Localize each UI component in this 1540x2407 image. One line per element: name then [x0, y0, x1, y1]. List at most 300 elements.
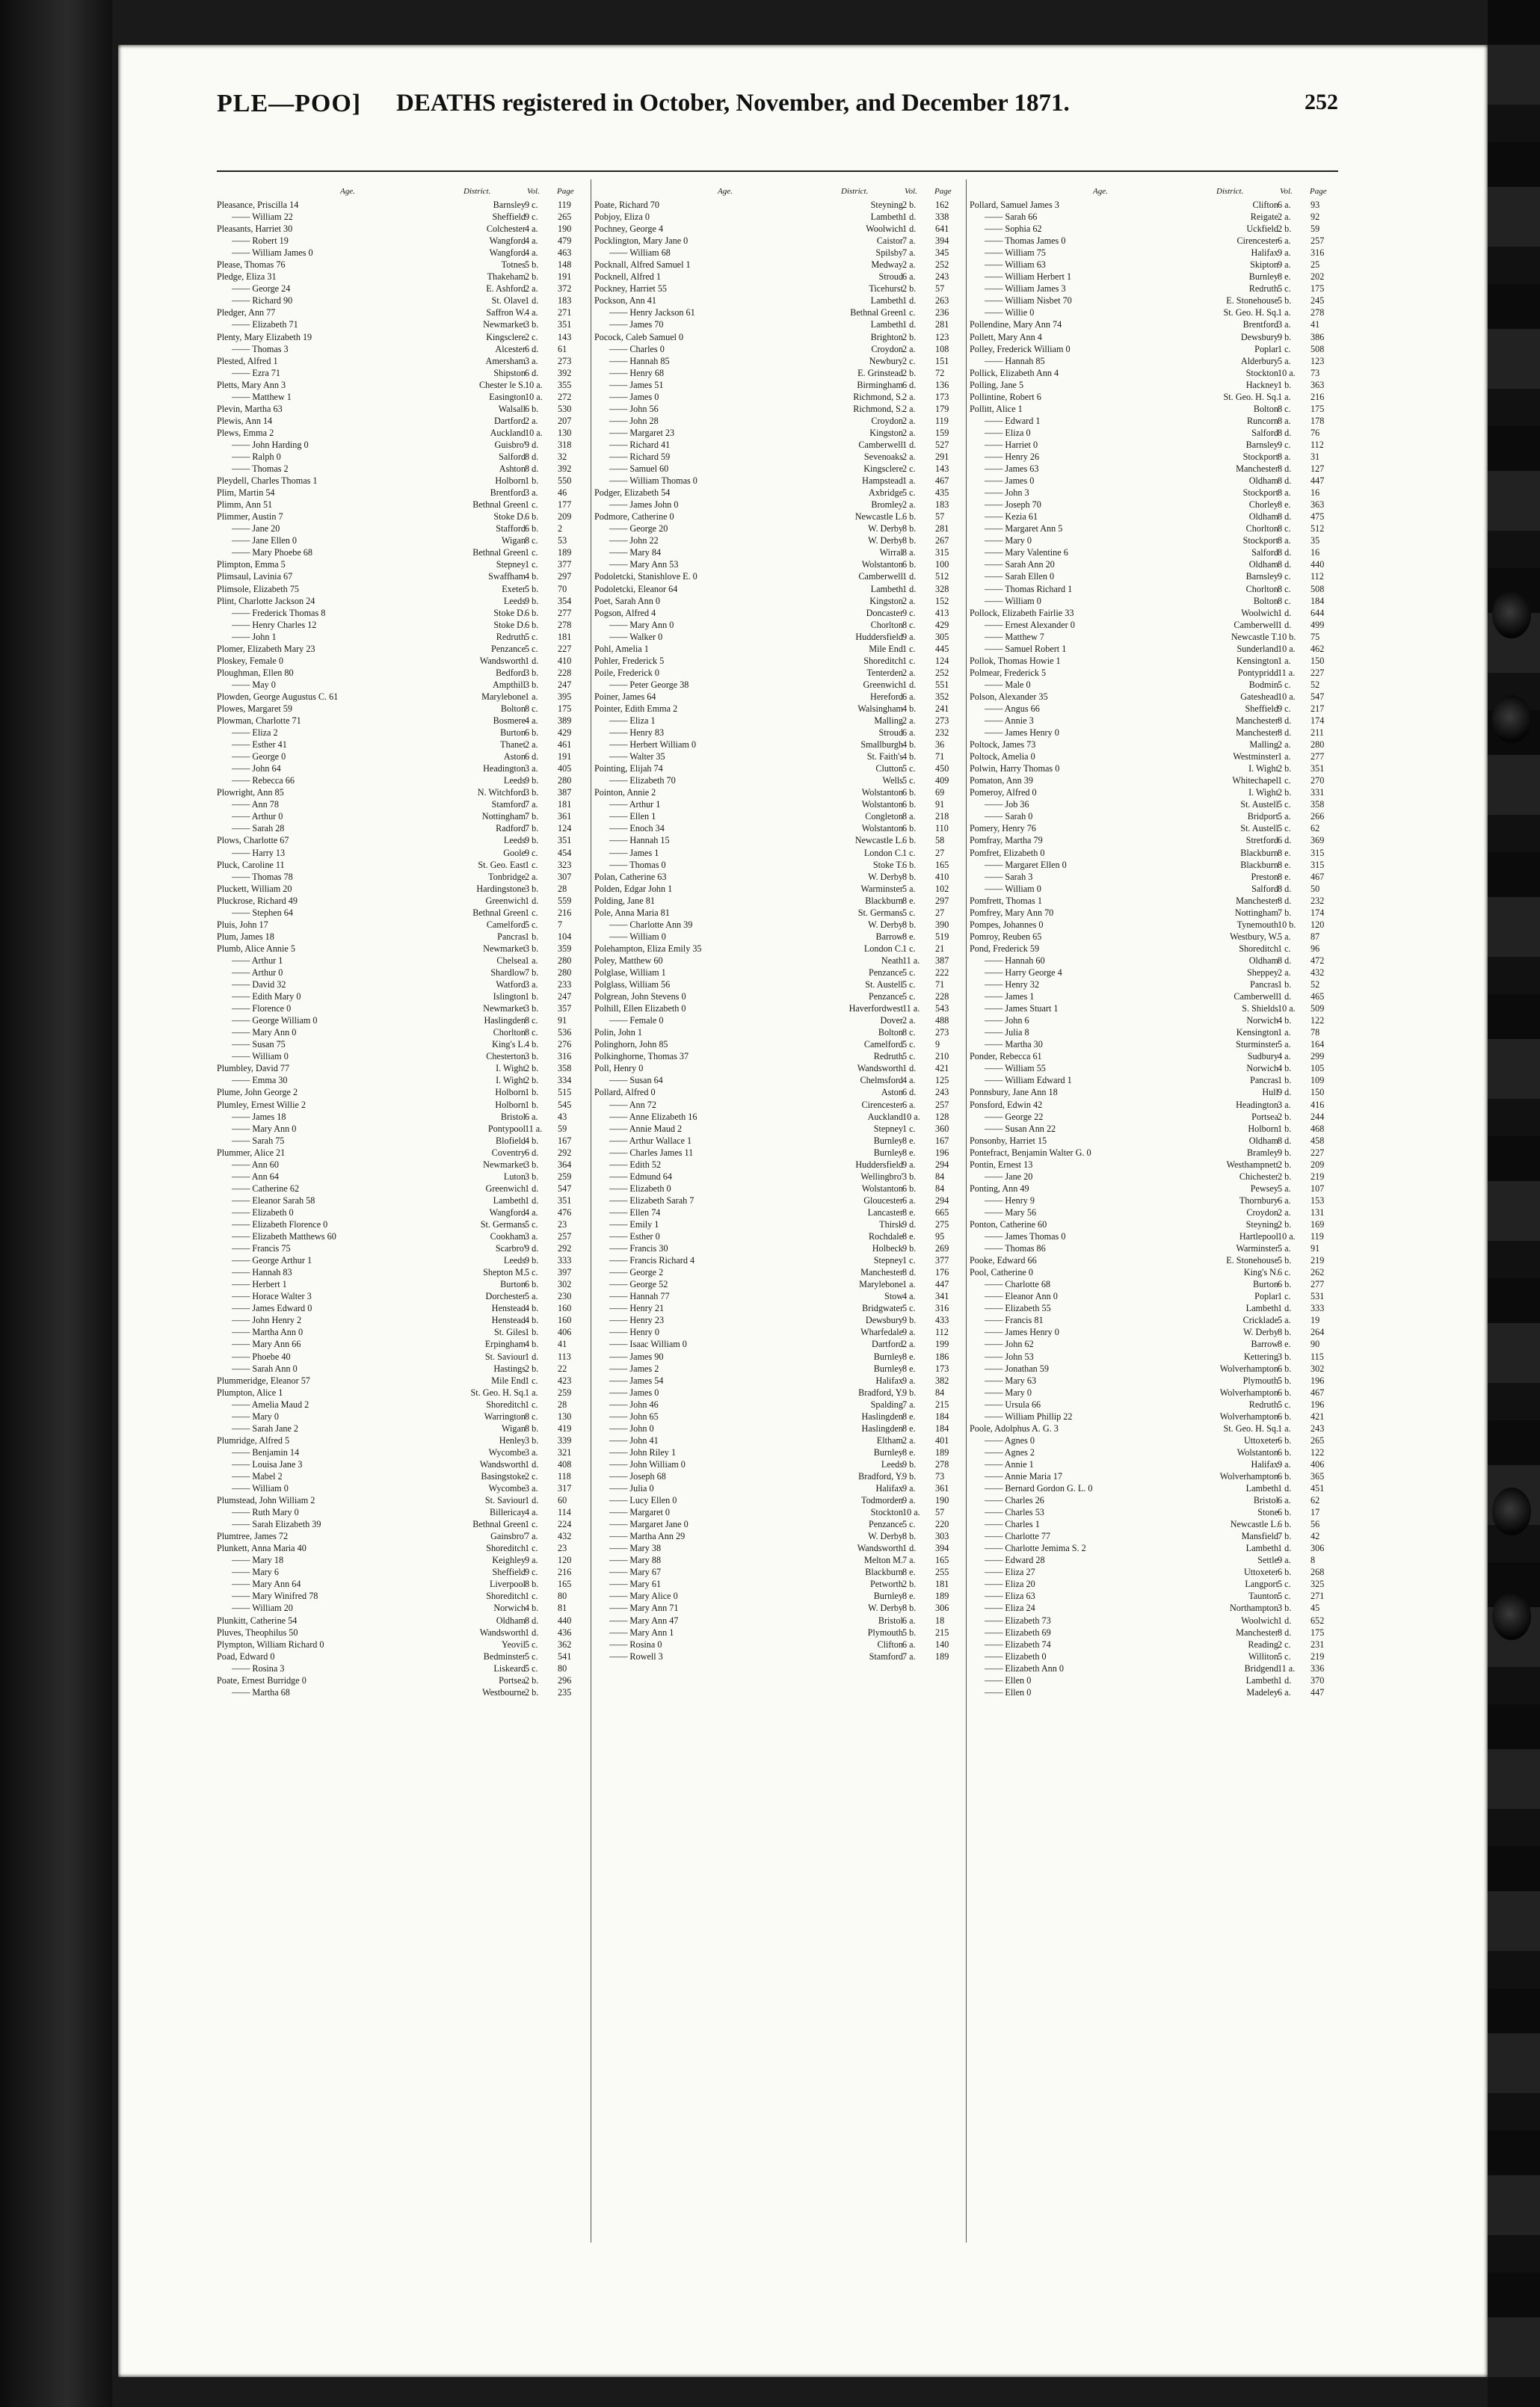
entry-district: Warrington: [484, 1411, 526, 1422]
register-entry: [970, 1242, 1340, 1254]
entry-page: 105: [1310, 1063, 1325, 1074]
entry-page: 278: [935, 1458, 949, 1470]
entry-volume: 3 a.: [1278, 1099, 1291, 1110]
register-entry: [594, 1314, 964, 1326]
entry-volume: 5 c.: [1278, 823, 1291, 834]
register-entry: [217, 943, 587, 955]
register-entry: [970, 1399, 1340, 1411]
entry-district: Aston: [503, 751, 526, 762]
entry-name: —— Charlotte 77: [985, 1531, 1051, 1542]
entry-page: 27: [935, 907, 945, 918]
entry-name: Plomer, Elizabeth Mary 23: [217, 643, 315, 654]
entry-volume: 5 c.: [902, 1519, 916, 1530]
entry-page: 316: [558, 1051, 572, 1062]
register-entry: [970, 1135, 1340, 1147]
entry-page: 164: [1310, 1039, 1325, 1050]
entry-district: Stow: [884, 1291, 903, 1302]
register-entry: [594, 1014, 964, 1026]
entry-page: 273: [558, 355, 572, 366]
entry-district: Sheffield: [1245, 703, 1278, 714]
entry-volume: 5 b.: [1278, 1255, 1292, 1266]
register-entry: [594, 1050, 964, 1062]
entry-volume: 6 a.: [1278, 200, 1291, 210]
entry-page: 408: [558, 1458, 572, 1470]
entry-name: —— Arthur 0: [232, 811, 283, 822]
entry-name: —— Elizabeth 55: [985, 1303, 1051, 1314]
entry-name: —— Mary 38: [609, 1543, 662, 1554]
register-entry: [217, 822, 587, 834]
entry-district: Brighton: [870, 331, 903, 342]
entry-name: Ploughman, Ellen 80: [217, 667, 294, 678]
entry-page: 292: [558, 1243, 572, 1254]
entry-district: St. Geo. H. Sq.: [470, 1387, 526, 1398]
entry-district: Greenwich: [485, 895, 526, 906]
entry-volume: 2 b.: [902, 331, 917, 342]
entry-page: 131: [1310, 1206, 1325, 1218]
entry-page: 315: [1310, 859, 1325, 870]
entry-district: Blackburn: [1240, 859, 1278, 870]
entry-page: 362: [558, 1639, 572, 1650]
register-entry: [970, 415, 1340, 427]
entry-page: 512: [1310, 523, 1325, 534]
entry-name: —— Isaac William 0: [609, 1339, 687, 1350]
entry-name: —— Rebecca 66: [232, 775, 295, 786]
entry-volume: 9 a.: [902, 1159, 916, 1170]
entry-district: Stoke D.: [493, 619, 526, 630]
entry-name: Pointon, Annie 2: [594, 787, 656, 798]
entry-district: Todmorden: [860, 1495, 903, 1506]
entry-page: 217: [1310, 703, 1325, 714]
entry-district: Pontypridd: [1237, 667, 1278, 678]
register-entry: [970, 1578, 1340, 1590]
entry-district: Redruth: [496, 631, 526, 642]
entry-page: 22: [558, 1363, 567, 1374]
entry-volume: 6 b.: [1278, 1519, 1292, 1530]
entry-name: —— Sarah Ann 0: [232, 1363, 298, 1374]
entry-name: —— Mary Ann 64: [232, 1579, 301, 1590]
entry-district: Oldham: [1248, 1135, 1278, 1146]
entry-page: 257: [935, 1099, 949, 1110]
entry-page: 559: [558, 895, 572, 906]
entry-name: Plint, Charlotte Jackson 24: [217, 595, 315, 606]
entry-district: Lambeth: [1245, 1483, 1278, 1494]
entry-district: Billericay: [489, 1507, 526, 1518]
register-entry: [970, 1026, 1340, 1038]
entry-volume: 8 d.: [1278, 463, 1292, 475]
entry-name: —— James Stuart 1: [985, 1003, 1059, 1014]
entry-name: —— Thomas Richard 1: [985, 583, 1073, 594]
entry-name: —— Hannah 83: [232, 1267, 292, 1278]
entry-volume: 8 e.: [1278, 847, 1291, 858]
entry-volume: 1 d.: [902, 439, 917, 450]
entry-district: Henley: [499, 1434, 526, 1446]
column-heading: [970, 185, 1340, 199]
entry-name: —— Annie Maria 17: [985, 1470, 1062, 1482]
entry-page: 264: [1310, 1327, 1325, 1338]
entry-page: 508: [1310, 583, 1325, 594]
register-entry: [970, 739, 1340, 751]
entry-page: 377: [558, 559, 572, 570]
entry-district: Guisbro': [494, 439, 526, 450]
entry-name: —— Matthew 1: [232, 391, 292, 402]
entry-volume: 5 c.: [902, 775, 916, 786]
entry-page: 406: [1310, 1458, 1325, 1470]
register-entry: [970, 1050, 1340, 1062]
entry-page: 323: [558, 859, 572, 870]
entry-name: —— Henry 26: [985, 451, 1040, 462]
entry-volume: 7 a.: [902, 1651, 916, 1662]
entry-volume: 4 a.: [525, 235, 538, 247]
register-entry: [594, 895, 964, 907]
entry-district: Easington: [489, 391, 526, 402]
register-entry: [970, 1062, 1340, 1074]
entry-volume: 4 a.: [525, 1507, 538, 1518]
entry-volume: 9 a.: [1278, 259, 1291, 271]
entry-volume: 1 c.: [525, 1519, 538, 1530]
entry-volume: 6 b.: [902, 511, 917, 523]
entry-volume: 1 b.: [1278, 1075, 1292, 1086]
register-entry: [217, 1195, 587, 1206]
entry-name: —— Mary 0: [232, 1411, 279, 1422]
register-entry: [594, 1074, 964, 1086]
entry-page: 167: [558, 1135, 572, 1146]
entry-page: 7: [558, 919, 563, 930]
entry-page: 281: [935, 523, 949, 534]
entry-district: Hull: [1262, 1087, 1278, 1098]
entry-name: —— Sophia 62: [985, 224, 1042, 235]
register-entry: [594, 570, 964, 582]
entry-district: Chorlton: [1245, 583, 1278, 594]
entry-district: Croydon: [871, 343, 903, 354]
entry-volume: 8 e.: [902, 1351, 916, 1362]
entry-volume: 3 b.: [525, 1051, 539, 1062]
entry-volume: 8 a.: [1278, 487, 1291, 499]
register-entry: [594, 1099, 964, 1111]
entry-page: 401: [935, 1434, 949, 1446]
register-entry: [594, 1482, 964, 1494]
scan-left-edge: [0, 0, 112, 2407]
entry-volume: 1 a.: [525, 691, 538, 702]
entry-page: 199: [935, 1339, 949, 1350]
entry-district: Shoreditch: [486, 1543, 526, 1554]
entry-name: Polkinghorne, Thomas 37: [594, 1051, 689, 1062]
entry-volume: 2 a.: [902, 1339, 916, 1350]
register-entry: [594, 1206, 964, 1218]
entry-name: —— Richard 90: [232, 295, 293, 306]
entry-district: Uttoxeter: [1243, 1434, 1278, 1446]
entry-name: —— William 20: [232, 1603, 293, 1614]
entry-name: Plews, Emma 2: [217, 427, 274, 438]
entry-page: 509: [1310, 1003, 1325, 1014]
entry-district: Nottingham: [1234, 907, 1278, 918]
entry-name: —— Julia 0: [609, 1483, 654, 1494]
register-entry: [594, 810, 964, 822]
entry-name: —— Charles 1: [985, 1519, 1040, 1530]
entry-district: Malling: [1249, 739, 1278, 751]
entry-page: 345: [935, 247, 949, 259]
entry-name: —— Mary Ann 71: [609, 1603, 679, 1614]
entry-volume: 2 a.: [902, 403, 916, 414]
entry-district: Holbeck: [872, 1243, 903, 1254]
entry-page: 84: [935, 1183, 945, 1194]
entry-district: Lambeth: [1245, 1303, 1278, 1314]
entry-name: —— Francis Richard 4: [609, 1255, 695, 1266]
register-entry: [594, 415, 964, 427]
entry-district: Uttoxeter: [1243, 1567, 1278, 1578]
entry-page: 57: [935, 511, 945, 523]
entry-volume: 5 c.: [902, 763, 916, 774]
entry-name: —— Sarah 28: [232, 823, 285, 834]
entry-name: Plumstead, John William 2: [217, 1495, 315, 1506]
entry-district: Erpingham: [484, 1339, 526, 1350]
entry-district: Lambeth: [493, 1195, 526, 1206]
entry-page: 91: [935, 799, 945, 810]
entry-volume: 8 b.: [902, 523, 917, 534]
entry-name: —— Mary 88: [609, 1555, 662, 1566]
entry-name: Pluis, John 17: [217, 919, 268, 930]
entry-district: Wolverhampton: [1219, 1363, 1278, 1374]
entry-district: Williton: [1248, 1651, 1278, 1662]
entry-name: —— John William 0: [609, 1458, 686, 1470]
register-entry: [217, 295, 587, 306]
entry-name: Pleydell, Charles Thomas 1: [217, 475, 318, 487]
entry-volume: 8 a.: [902, 547, 916, 558]
entry-district: Mansfield: [1241, 1531, 1278, 1542]
register-entry: [594, 751, 964, 762]
entry-district: Tenterden: [866, 667, 903, 678]
entry-name: —— William Edward 1: [985, 1075, 1072, 1086]
entry-volume: 8 e.: [902, 1147, 916, 1158]
entry-volume: 5 b.: [902, 1627, 917, 1638]
entry-name: Pole, Anna Maria 81: [594, 907, 670, 918]
entry-volume: 2 a.: [902, 667, 916, 678]
register-entry: [217, 1302, 587, 1314]
entry-page: 119: [1310, 1231, 1324, 1242]
register-entry: [217, 798, 587, 810]
entry-volume: 8 c.: [1278, 595, 1291, 606]
entry-page: 181: [558, 631, 572, 642]
entry-name: —— James 1: [609, 847, 659, 858]
register-entry: [217, 570, 587, 582]
entry-district: Blofield: [496, 1135, 526, 1146]
entry-page: 252: [935, 667, 949, 678]
register-entry: [970, 1183, 1340, 1195]
entry-name: Plimpton, Emma 5: [217, 559, 286, 570]
entry-page: 59: [1310, 224, 1320, 235]
entry-page: 160: [558, 1303, 572, 1314]
register-entry: [970, 1147, 1340, 1159]
register-entry: [217, 607, 587, 619]
entry-volume: 8 d.: [525, 463, 539, 475]
entry-page: 235: [558, 1686, 572, 1698]
entry-name: Plevin, Martha 63: [217, 403, 283, 414]
entry-volume: 6 d.: [1278, 835, 1292, 846]
entry-volume: 2 a.: [1278, 967, 1291, 978]
entry-district: Redruth: [1248, 1399, 1278, 1410]
register-entry: [217, 318, 587, 330]
register-entry: [217, 306, 587, 318]
register-entry: [217, 1470, 587, 1482]
register-entry: [217, 211, 587, 223]
register-entry: [217, 223, 587, 235]
entry-volume: 2 a.: [902, 595, 916, 606]
entry-volume: 4 b.: [902, 751, 917, 762]
entry-page: 259: [558, 1171, 572, 1182]
entry-name: —— Sarah 75: [232, 1135, 285, 1146]
entry-district: Brentford: [1242, 319, 1278, 330]
entry-name: Pocock, Caleb Samuel 0: [594, 331, 684, 342]
entry-district: Newcastle L.: [854, 511, 903, 523]
entry-volume: 9 a.: [902, 631, 916, 642]
entry-name: —— Edward 28: [985, 1555, 1045, 1566]
entry-district: Wolverhampton: [1219, 1387, 1278, 1398]
entry-name: —— Rosina 0: [609, 1639, 662, 1650]
register-entry: [594, 487, 964, 499]
entry-district: Penzance: [868, 967, 903, 978]
entry-district: Kingston: [869, 427, 903, 438]
entry-district: Liverpool: [489, 1579, 526, 1590]
entry-volume: 9 a.: [902, 1327, 916, 1338]
entry-district: Sheppey: [1247, 967, 1278, 978]
entry-page: 247: [558, 991, 572, 1002]
entry-district: Camberwell: [1233, 619, 1278, 630]
entry-district: E. Stonehouse: [1226, 1255, 1278, 1266]
entry-name: —— Eliza 27: [985, 1567, 1035, 1578]
district-heading: District.: [463, 187, 491, 196]
entry-page: 32: [558, 451, 567, 462]
entry-name: Pompes, Johannes 0: [970, 919, 1044, 930]
entry-volume: 1 c.: [525, 1399, 538, 1410]
entry-name: Plimmer, Austin 7: [217, 511, 283, 523]
entry-volume: 3 b.: [525, 1171, 539, 1182]
entry-name: —— Jane 20: [232, 523, 280, 534]
entry-volume: 9 a.: [1278, 1458, 1291, 1470]
entry-page: 211: [1310, 727, 1324, 739]
entry-volume: 1 d.: [525, 1458, 539, 1470]
entry-page: 57: [935, 283, 945, 295]
entry-volume: 8 e.: [902, 1423, 916, 1434]
entry-volume: 2 b.: [1278, 1111, 1292, 1122]
entry-name: —— William 0: [985, 883, 1041, 894]
entry-district: Newcastle L.: [854, 835, 903, 846]
entry-district: Bolton: [1253, 595, 1278, 606]
entry-page: 354: [558, 595, 572, 606]
register-entry: [594, 739, 964, 751]
entry-district: Caistor: [876, 235, 903, 247]
entry-name: —— Ursula 66: [985, 1399, 1041, 1410]
entry-name: —— Martha Ann 29: [609, 1531, 686, 1542]
register-entry: [594, 1147, 964, 1159]
entry-volume: 3 a.: [525, 487, 538, 499]
entry-name: —— Ann 60: [232, 1159, 279, 1170]
entry-page: 551: [935, 679, 949, 690]
entry-page: 306: [935, 1603, 949, 1614]
entry-name: —— Angus 66: [985, 703, 1040, 714]
register-entry: [594, 703, 964, 715]
entry-name: —— Julia 8: [985, 1027, 1029, 1038]
entry-volume: 1 c.: [902, 943, 916, 954]
register-entry: [594, 655, 964, 667]
entry-district: Manchester: [860, 1267, 903, 1278]
register-entry: [970, 283, 1340, 295]
register-entry: [970, 1038, 1340, 1050]
entry-page: 153: [1310, 1195, 1325, 1206]
entry-volume: 8 c.: [525, 535, 538, 546]
entry-name: —— Arthur 1: [609, 799, 661, 810]
entry-name: Poll, Henry 0: [594, 1063, 644, 1074]
entry-name: —— Henry Jackson 61: [609, 307, 695, 318]
entry-volume: 5 c.: [525, 1662, 538, 1674]
entry-volume: 2 c.: [902, 355, 916, 366]
entry-district: Tynemouth: [1236, 919, 1278, 930]
entry-name: —— William James 3: [985, 283, 1066, 295]
entry-district: Smallburgh: [860, 739, 903, 751]
punch-hole: [1492, 1488, 1531, 1535]
register-entry: [217, 475, 587, 487]
entry-district: W. Derby: [868, 871, 903, 882]
register-entry: [594, 1554, 964, 1566]
entry-district: Liskeard: [493, 1662, 526, 1674]
register-entry: [970, 1338, 1340, 1350]
entry-volume: 5 c.: [525, 643, 538, 654]
entry-page: 227: [558, 643, 572, 654]
entry-district: Hereford: [870, 691, 903, 702]
register-entry: [970, 546, 1340, 558]
entry-volume: 10 a.: [525, 391, 543, 402]
entry-name: Polehampton, Eliza Emily 35: [594, 943, 702, 954]
entry-name: Pohler, Frederick 5: [594, 655, 665, 666]
entry-volume: 5 c.: [1278, 283, 1291, 295]
entry-volume: 9 b.: [902, 1243, 917, 1254]
entry-name: Pointer, Edith Emma 2: [594, 703, 678, 714]
entry-name: —— Herbert 1: [232, 1279, 287, 1290]
register-entry: [217, 810, 587, 822]
entry-volume: 2 b.: [525, 1686, 539, 1698]
entry-volume: 1 c.: [525, 1591, 538, 1602]
entry-volume: 9 b.: [525, 595, 539, 606]
entry-district: Woolwich: [866, 224, 903, 235]
entry-page: 252: [935, 259, 949, 271]
entry-name: —— Mary 0: [985, 1387, 1032, 1398]
entry-page: 18: [935, 1615, 945, 1626]
entry-district: Bramley: [1247, 1147, 1278, 1158]
entry-volume: 8 e.: [902, 931, 916, 942]
entry-name: —— Annie 1: [985, 1458, 1034, 1470]
entry-page: 316: [1310, 247, 1325, 259]
entry-name: —— Richard 59: [609, 451, 671, 462]
register-entry: [970, 1014, 1340, 1026]
entry-volume: 1 c.: [902, 1123, 916, 1134]
register-entry: [594, 967, 964, 978]
entry-volume: 6 c.: [1278, 1267, 1291, 1278]
entry-district: Steyning: [870, 200, 903, 210]
entry-page: 162: [935, 200, 949, 210]
entry-volume: 1 b.: [525, 931, 539, 942]
entry-name: —— Rosina 3: [232, 1662, 285, 1674]
entry-district: Kensington: [1236, 655, 1278, 666]
register-entry: [594, 907, 964, 919]
entry-name: —— Mary Phoebe 68: [232, 547, 312, 558]
entry-district: Lambeth: [1245, 1674, 1278, 1686]
entry-name: —— William 75: [985, 247, 1046, 259]
entry-district: Dorchester: [485, 1291, 526, 1302]
register-entry: [217, 1399, 587, 1411]
register-entry: [594, 318, 964, 330]
entry-volume: 8 d.: [1278, 1135, 1292, 1146]
entry-name: Poltock, James 73: [970, 739, 1036, 751]
register-entry: [594, 691, 964, 703]
register-entry: [217, 619, 587, 631]
